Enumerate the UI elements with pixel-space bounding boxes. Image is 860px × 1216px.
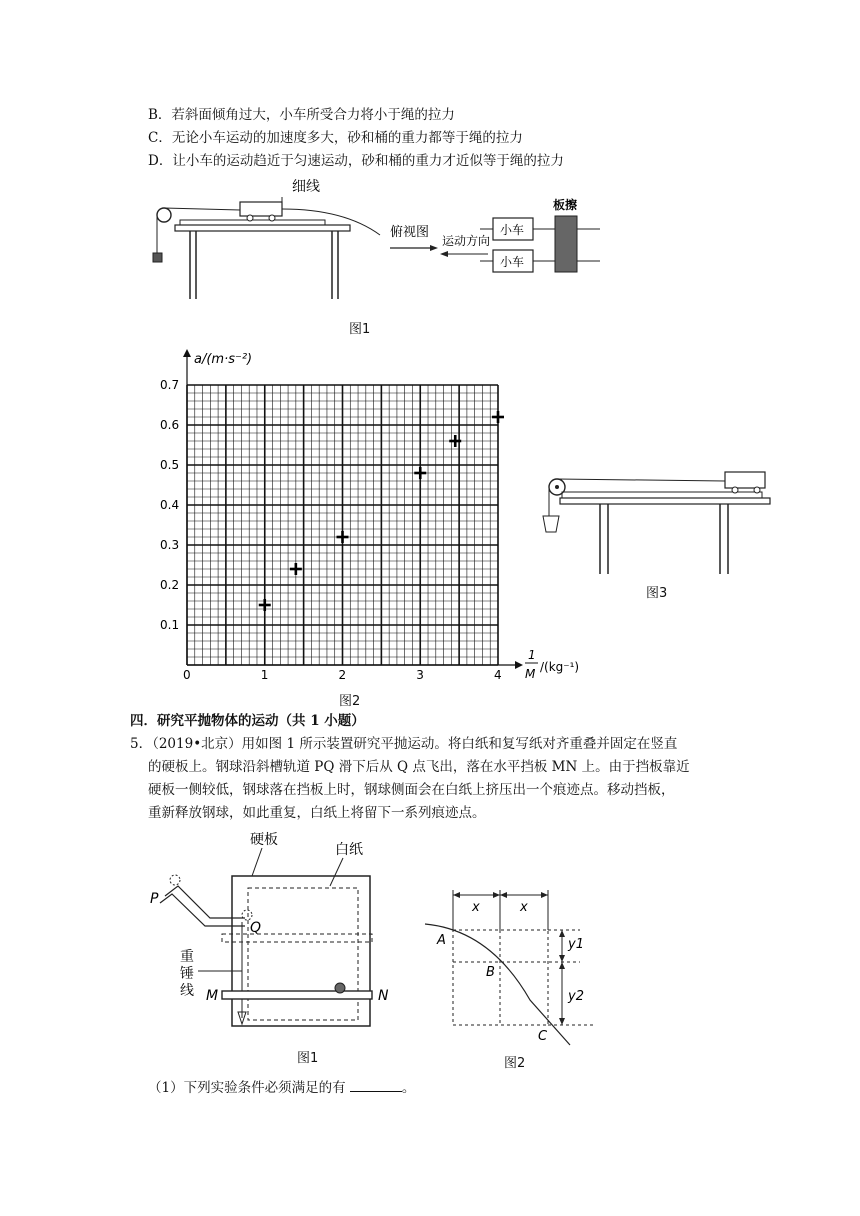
section-4-heading: 四．研究平抛物体的运动（共 1 小题） — [130, 713, 365, 729]
car-label-1: 小车 — [500, 223, 525, 237]
label-y2: y2 — [568, 989, 584, 1004]
fig1-bottom-caption: 图1 — [297, 1051, 319, 1066]
label-m: M — [206, 988, 219, 1004]
label-a: A — [437, 933, 446, 948]
y-tick-label: 0.1 — [160, 618, 180, 632]
label-c: C — [538, 1029, 548, 1044]
option-c: C．无论小车运动的加速度多大，砂和桶的重力都等于绳的拉力 — [148, 130, 523, 146]
hardboard-label: 硬板 — [250, 832, 278, 848]
fig2-bottom-caption: 图2 — [504, 1056, 526, 1071]
data-point — [492, 411, 504, 423]
figure-2-trajectory — [420, 880, 620, 1045]
data-point — [414, 467, 426, 479]
y-axis-label: a/(m·s⁻²) — [194, 352, 253, 367]
label-p: P — [150, 891, 159, 907]
board-label: 板擦 — [553, 198, 578, 212]
q1-answer-blank[interactable] — [350, 1077, 402, 1092]
label-b: B — [486, 965, 495, 980]
a-vs-inverse-m-graph — [150, 345, 590, 685]
label-x1: x — [472, 900, 480, 915]
car-label-2: 小车 — [500, 255, 525, 269]
q1-line — [148, 1077, 415, 1098]
x-axis-label-den: M — [525, 667, 536, 681]
plumb-char-3: 线 — [180, 983, 194, 999]
fig3-caption: 图3 — [646, 586, 668, 601]
label-n: N — [378, 988, 389, 1004]
q5-line-2: 的硬板上。钢球沿斜槽轨道 PQ 滑下后从 Q 点飞出，落在水平挡板 MN 上。由于挡板靠近 — [148, 759, 690, 775]
q5-line-4: 重新释放钢球，如此重复，白纸上将留下一系列痕迹点。 — [148, 805, 486, 821]
figure-3-apparatus — [540, 468, 780, 583]
x-tick-label: 1 — [260, 668, 269, 682]
label-x2: x — [520, 900, 528, 915]
q5-line-1: 5．（2019•北京）用如图 1 所示装置研究平抛运动。将白纸和复写纸对齐重叠并固定在竖直 — [130, 736, 678, 752]
x-tick-label: 3 — [416, 668, 424, 682]
fig1-top-caption: 图1 — [349, 322, 371, 337]
q5-line-3: 硬板一侧较低，钢球落在挡板上时，钢球侧面会在白纸上挤压出一个痕迹点。移动挡板， — [148, 782, 675, 798]
string-label: 细线 — [292, 179, 320, 195]
graph-caption: 图2 — [339, 694, 361, 709]
plumb-char-1: 重 — [180, 949, 194, 965]
figure-1-top — [150, 175, 610, 310]
y-tick-label: 0.7 — [160, 378, 180, 392]
x-tick-label: 0 — [183, 668, 191, 682]
white-paper-label: 白纸 — [335, 842, 363, 858]
x-tick-label: 2 — [338, 668, 347, 682]
y-tick-label: 0.5 — [160, 458, 180, 472]
x-tick-label: 4 — [494, 668, 502, 682]
label-q: Q — [250, 920, 262, 936]
direction-label: 运动方向 — [442, 234, 491, 248]
data-point — [337, 531, 349, 543]
plumb-char-2: 锤 — [180, 966, 194, 982]
y-tick-label: 0.4 — [160, 498, 180, 512]
data-point — [290, 563, 302, 575]
q1-end: 。 — [401, 1080, 416, 1096]
x-axis-unit: /(kg⁻¹) — [540, 660, 580, 674]
option-d: D．让小车的运动趋近于匀速运动，砂和桶的重力才近似等于绳的拉力 — [148, 153, 564, 169]
option-b: B．若斜面倾角过大，小车所受合力将小于绳的拉力 — [148, 107, 455, 123]
x-axis-label-num: 1 — [528, 648, 536, 662]
q1-text: （1）下列实验条件必须满足的有 — [148, 1080, 346, 1096]
label-y1: y1 — [568, 937, 584, 952]
figure-1-projectile-apparatus — [150, 828, 390, 1038]
y-tick-label: 0.2 — [160, 578, 180, 592]
y-tick-label: 0.6 — [160, 418, 180, 432]
y-tick-label: 0.3 — [160, 538, 180, 552]
topview-label: 俯视图 — [390, 225, 430, 240]
